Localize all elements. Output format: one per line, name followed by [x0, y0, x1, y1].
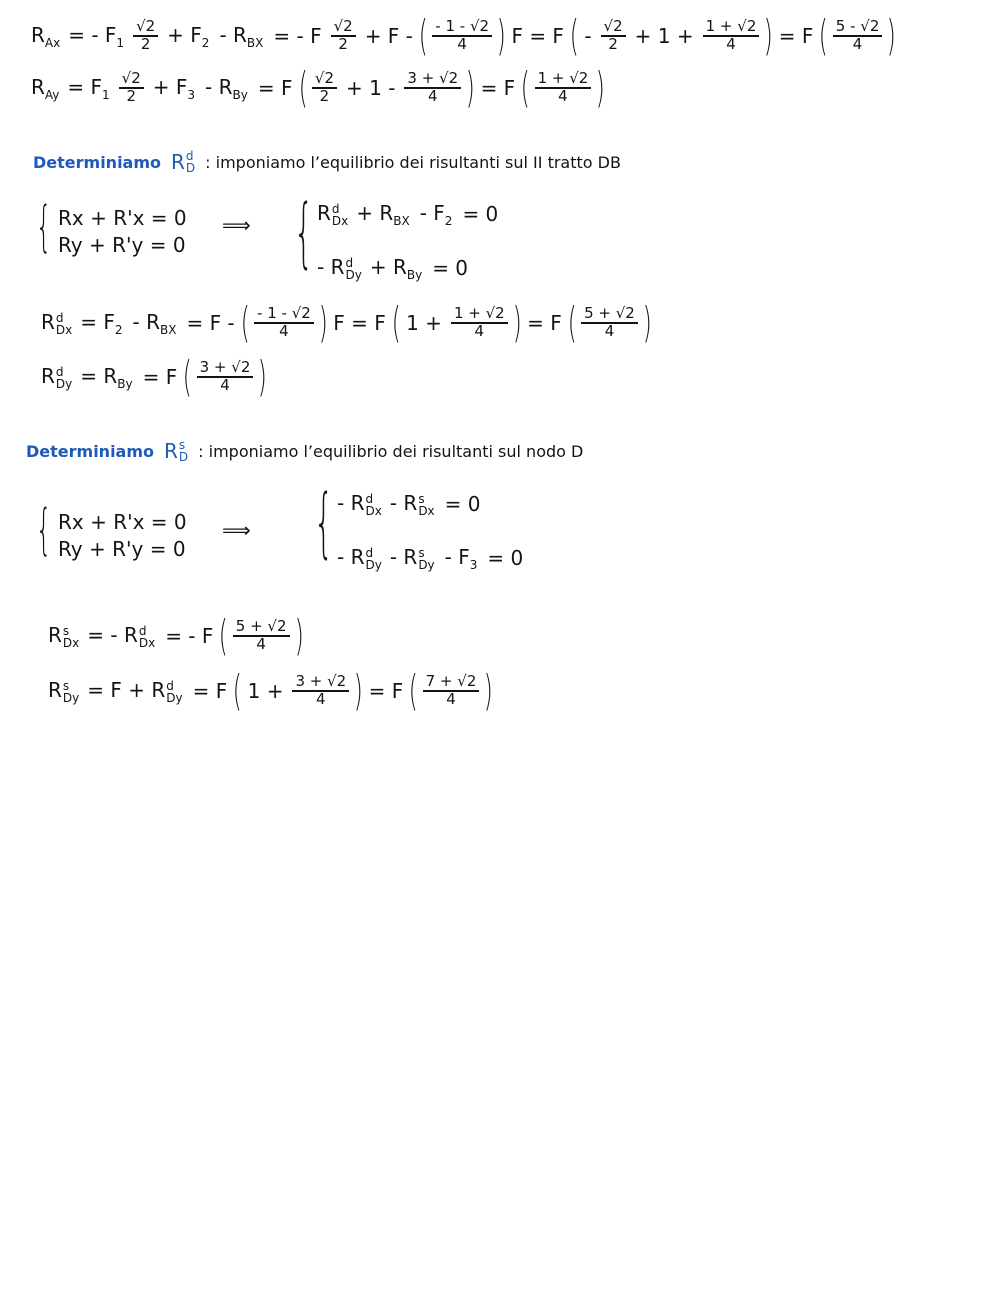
system-eq-x: Rx + R'x = 0 — [58, 206, 187, 230]
implies-arrow: ⟹ — [222, 518, 251, 542]
close-paren: ) — [258, 352, 268, 401]
system-right-eq-y — [314, 252, 473, 284]
close-paren: ) — [465, 63, 475, 112]
open-paren: ( — [569, 11, 579, 60]
fraction: $\frac{1 + √2}{4}$ — [451, 306, 508, 340]
open-paren: ( — [219, 611, 229, 660]
fraction: $\frac{- 1 - √2}{4}$ — [254, 306, 314, 340]
brace-right: { — [294, 187, 314, 276]
close-paren: ) — [887, 11, 897, 60]
fraction: $\frac{3 + √2}{4}$ — [197, 360, 254, 394]
term: = F — [142, 365, 178, 389]
open-paren: ( — [567, 298, 577, 347]
symbol: R s Dy — [48, 678, 80, 705]
fraction: $\frac{3 + √2}{4}$ — [404, 71, 461, 105]
close-paren: ) — [353, 666, 363, 715]
system-right-eq-y — [334, 542, 528, 574]
symbol: - R d Dx — [337, 491, 382, 518]
term: = - F — [165, 624, 214, 648]
system-right-eq-x — [314, 198, 503, 230]
heading-text: : imponiamo l’equilibrio dei risultanti sul nodo D — [198, 441, 584, 461]
term: - $F_3$ — [444, 544, 478, 572]
symbol: - R d Dy — [337, 545, 382, 572]
symbol: $R_{Ay}$ — [31, 74, 60, 102]
term: + F - — [364, 24, 413, 48]
term: = F — [257, 76, 293, 100]
fraction: $\frac{7 + √2}{4}$ — [423, 674, 480, 708]
heading-keyword: Determiniamo — [33, 152, 162, 172]
term: + $R_{By}$ — [369, 254, 423, 282]
section-heading-rd-d — [33, 148, 621, 176]
fraction: $\frac{3 + √2}{4}$ — [292, 674, 349, 708]
close-paren: ) — [484, 666, 494, 715]
fraction: $\frac{5 + √2}{4}$ — [233, 619, 290, 653]
term: = F — [192, 679, 228, 703]
equation-rax — [28, 11, 897, 60]
term: 1 + — [406, 311, 442, 335]
open-paren: ( — [232, 666, 242, 715]
equation-rs-dx — [45, 613, 304, 659]
term: = F — [527, 311, 562, 335]
close-paren: ) — [642, 298, 652, 347]
open-paren: ( — [408, 666, 418, 715]
symbol: - R d Dy — [317, 255, 362, 282]
term: = F — [778, 24, 814, 48]
symbol: $R_{Ax}$ — [31, 22, 61, 50]
fraction: $\frac{1 + √2}{4}$ — [535, 71, 592, 105]
fraction: $\frac{- 1 - √2}{4}$ — [432, 19, 492, 53]
open-paren: ( — [298, 63, 308, 112]
term: - $R_{BX}$ — [132, 309, 177, 337]
term: = $F_1$ — [67, 74, 110, 102]
fraction: $\frac{5 - √2}{4}$ — [833, 19, 883, 53]
term: F = F — [511, 24, 564, 48]
close-paren: ) — [318, 298, 328, 347]
open-paren: ( — [182, 352, 192, 401]
open-paren: ( — [391, 298, 401, 347]
fraction: $\frac{√2}{2}$ — [601, 19, 626, 53]
term: - $R_{By}$ — [205, 74, 248, 102]
close-paren: ) — [496, 11, 506, 60]
implies-arrow: ⟹ — [222, 213, 251, 237]
system-eq-y: Ry + R'y = 0 — [58, 233, 186, 257]
term: = - $F_1$ — [68, 22, 125, 50]
term: - $R_{BX}$ — [219, 22, 264, 50]
symbol: R s Dx — [48, 623, 80, 650]
fraction: $\frac{5 + √2}{4}$ — [581, 306, 638, 340]
brace-left: { — [36, 195, 52, 258]
term: = - R d Dx — [87, 623, 156, 650]
term: F = F — [333, 311, 386, 335]
symbol: R d Dx — [41, 310, 73, 337]
equation-ray — [28, 63, 606, 112]
close-paren: ) — [596, 63, 606, 112]
symbol: R d Dx — [317, 201, 349, 228]
equation-rs-dy — [45, 668, 494, 714]
open-paren: ( — [819, 11, 829, 60]
term: + 1 - — [346, 76, 396, 100]
fraction: $\frac{1 + √2}{4}$ — [703, 19, 760, 53]
term: = 0 — [487, 546, 524, 570]
fraction: $\frac{√2}{2}$ — [119, 71, 144, 105]
term: = 0 — [444, 492, 481, 516]
system-eq-y: Ry + R'y = 0 — [58, 537, 186, 561]
term: 1 + — [247, 679, 284, 703]
close-paren: ) — [512, 298, 522, 347]
equation-rd-dy — [38, 354, 268, 400]
open-paren: ( — [520, 63, 530, 112]
system-eq-x: Rx + R'x = 0 — [58, 510, 187, 534]
term: + 1 + — [634, 24, 694, 48]
term: = $F_2$ — [80, 309, 123, 337]
open-paren: ( — [418, 11, 428, 60]
term: = 0 — [432, 256, 469, 280]
brace-left: { — [36, 498, 52, 561]
heading-keyword: Determiniamo — [26, 441, 155, 461]
term: + $R_{BX}$ — [356, 200, 410, 228]
term: = F — [480, 76, 516, 100]
term: = F + R d Dy — [87, 678, 183, 705]
system-right-eq-x — [334, 488, 486, 520]
term: = - F — [273, 24, 322, 48]
term: = 0 — [462, 202, 499, 226]
symbol: R d Dy — [41, 364, 73, 391]
term: - $F_2$ — [419, 200, 453, 228]
term: = F — [368, 679, 404, 703]
fraction: $\frac{√2}{2}$ — [331, 19, 356, 53]
term: = $R_{By}$ — [80, 363, 133, 391]
open-paren: ( — [240, 298, 250, 347]
heading-text: : imponiamo l’equilibrio dei risultanti sul II tratto DB — [205, 152, 621, 172]
term: = F - — [186, 311, 235, 335]
term: - R s Dy — [389, 545, 435, 572]
term: + $F_2$ — [167, 22, 210, 50]
fraction: $\frac{√2}{2}$ — [133, 19, 158, 53]
close-paren: ) — [764, 11, 774, 60]
section-heading-rs-d — [26, 437, 583, 465]
term: - R s Dx — [389, 491, 435, 518]
close-paren: ) — [294, 611, 304, 660]
term: + $F_3$ — [152, 74, 196, 102]
heading-symbol: R s D — [164, 438, 189, 464]
brace-right: { — [314, 477, 334, 566]
fraction: $\frac{√2}{2}$ — [312, 71, 337, 105]
equation-rd-dx — [38, 300, 652, 346]
heading-symbol: R d D — [171, 149, 196, 175]
term: - — [584, 24, 592, 48]
